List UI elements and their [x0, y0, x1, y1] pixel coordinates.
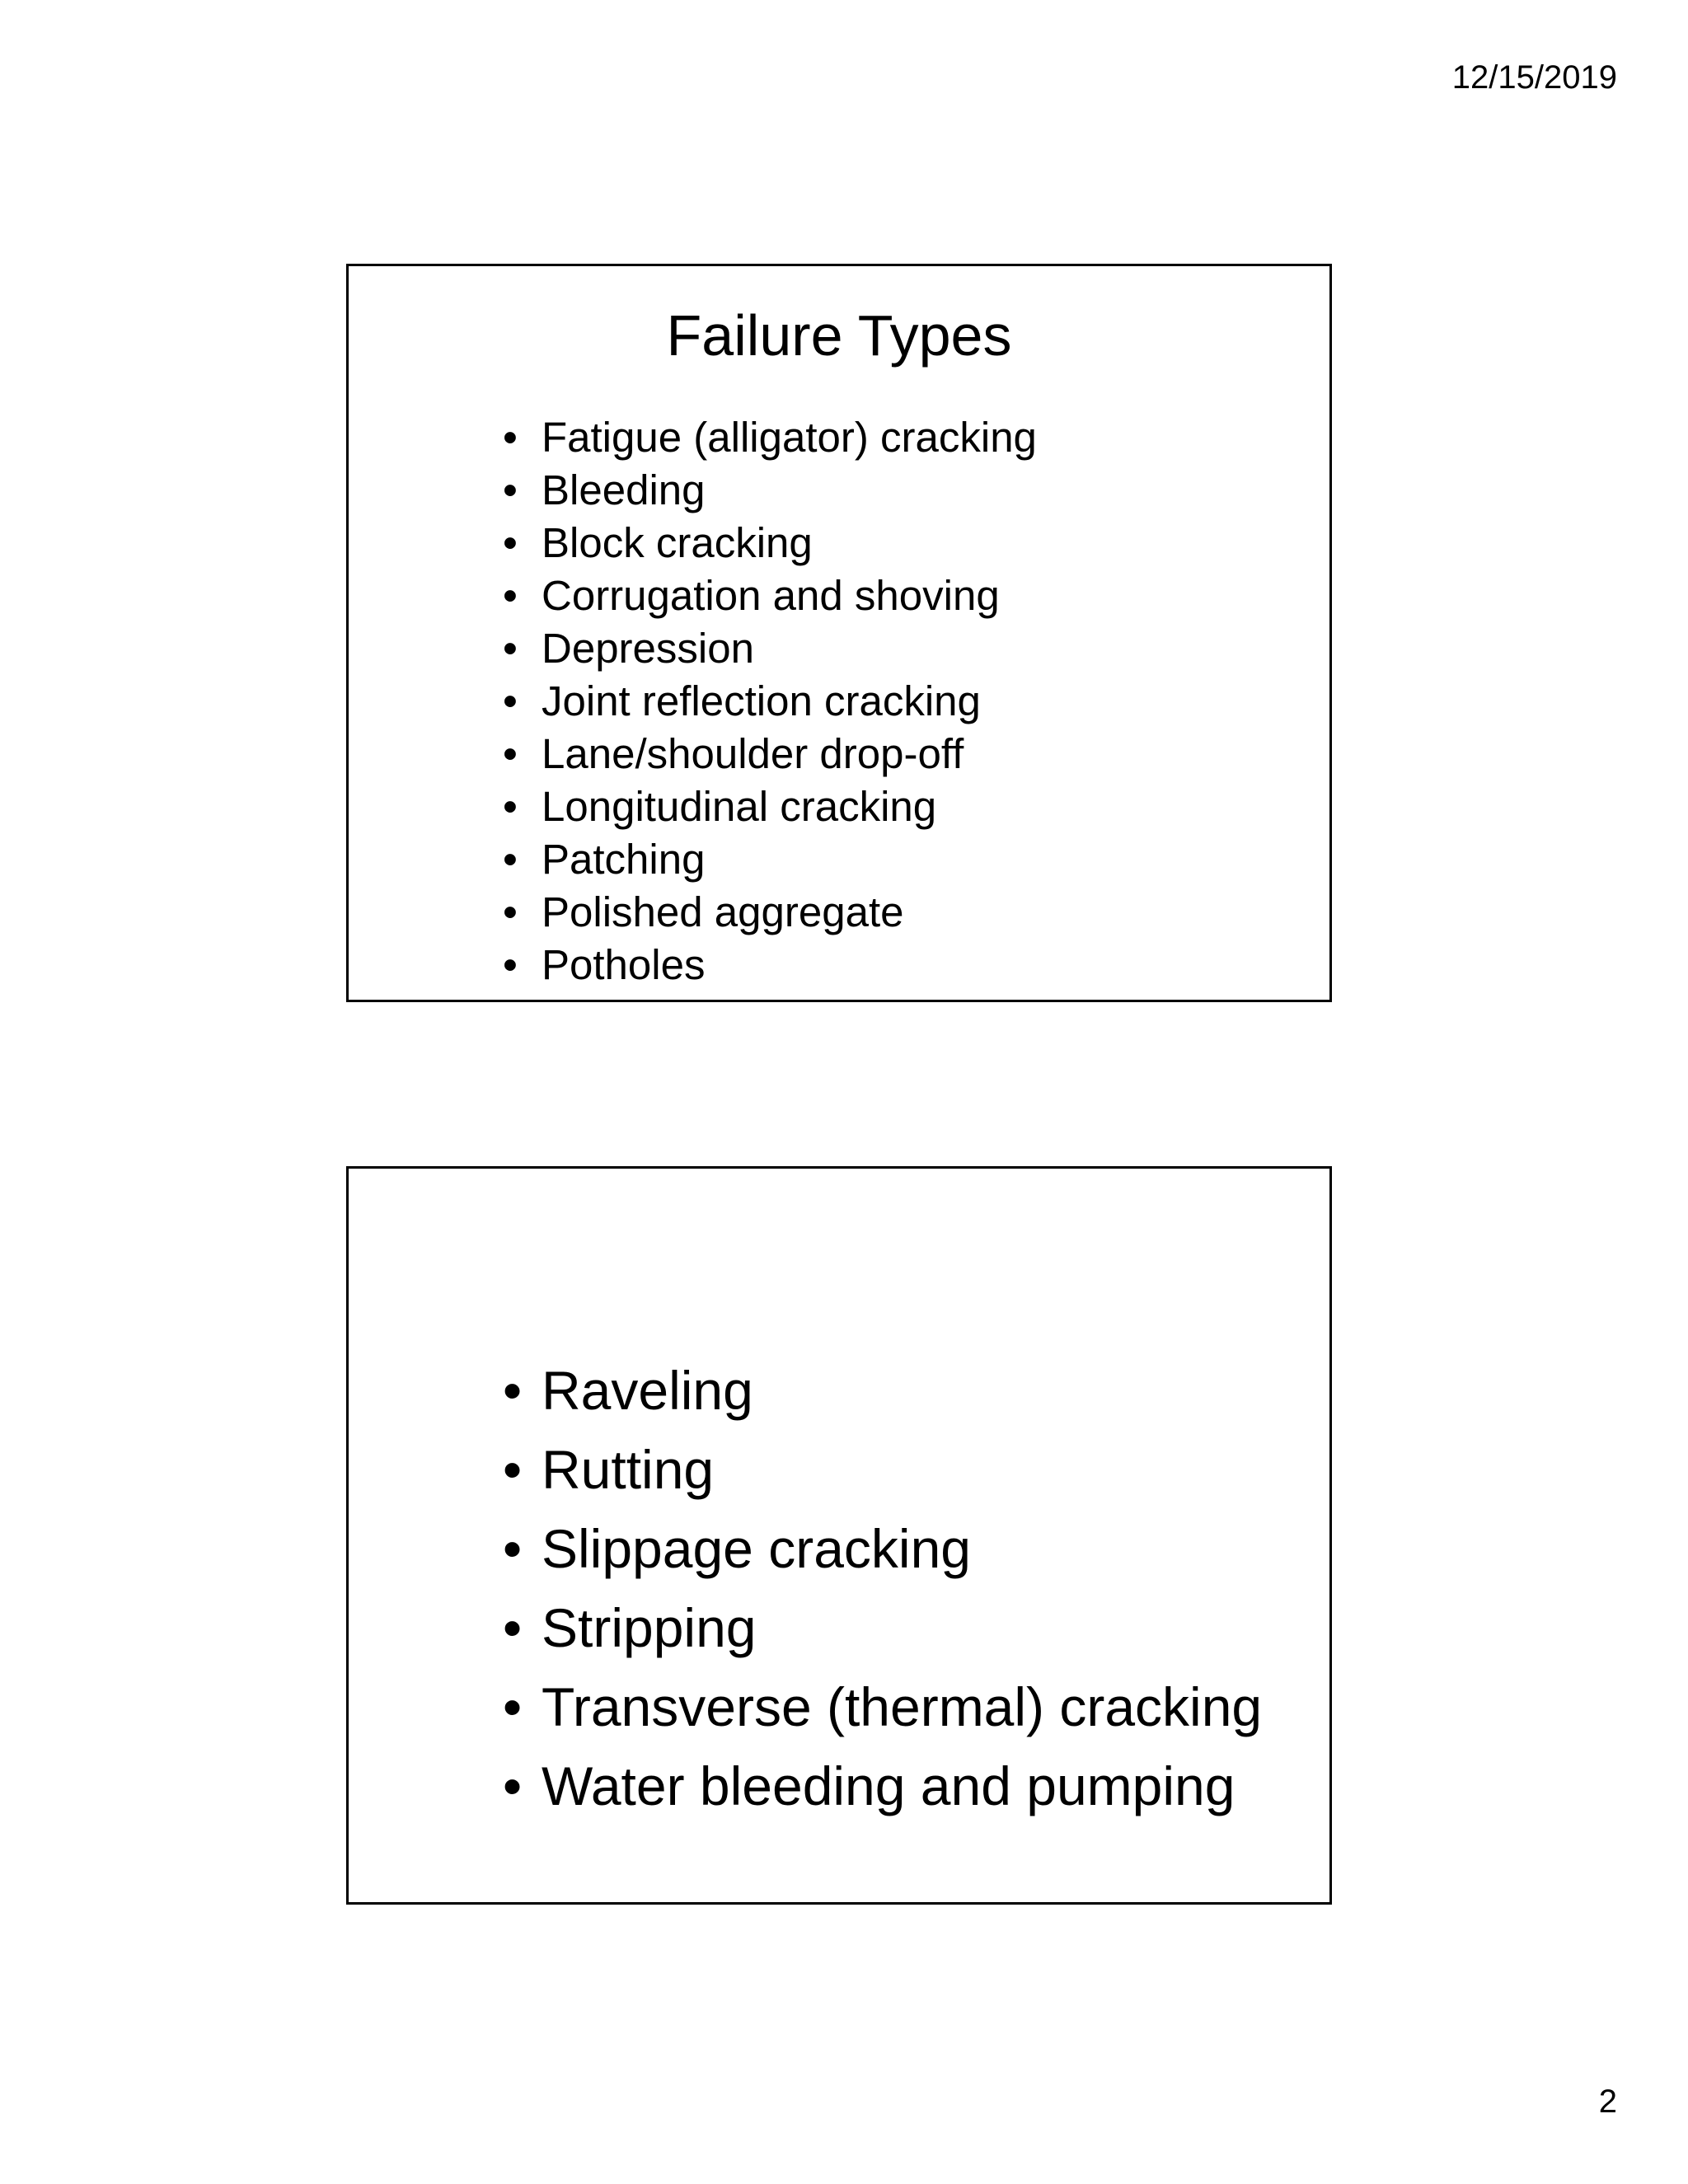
bullet-icon: •: [503, 1597, 523, 1658]
list-item: [503, 1430, 1262, 1509]
slide-title: Failure Types: [666, 303, 1012, 368]
bullet-icon: •: [503, 677, 518, 724]
bullet-icon: •: [503, 1676, 523, 1737]
list-item-text: Joint reflection cracking: [542, 677, 981, 724]
bullet-icon: •: [503, 730, 518, 777]
list-item: [503, 1667, 1262, 1746]
list-item: [503, 1509, 1262, 1588]
list-item-text: Block cracking: [542, 519, 813, 566]
bullet-icon: •: [503, 414, 518, 461]
list-item-text: Lane/shoulder drop-off: [542, 730, 964, 777]
page-date: 12/15/2019: [1451, 59, 1617, 96]
bullet-icon: •: [503, 1439, 523, 1500]
list-item: [503, 728, 1037, 780]
list-item: [503, 886, 1037, 939]
bullet-icon: •: [503, 572, 518, 619]
list-item-text: Stripping: [542, 1597, 757, 1658]
list-item: [503, 1351, 1262, 1430]
list-item: [503, 939, 1037, 991]
list-item: [503, 464, 1037, 517]
list-item: [503, 833, 1037, 886]
bullet-icon: •: [503, 836, 518, 883]
list-item-text: Raveling: [542, 1360, 753, 1421]
bullet-list: [503, 1351, 1262, 1825]
bullet-list: [503, 411, 1037, 991]
list-item-text: Slippage cracking: [542, 1518, 971, 1579]
list-item: [503, 1746, 1262, 1825]
list-item-text: Water bleeding and pumping: [542, 1755, 1236, 1816]
list-item-text: Bleeding: [542, 466, 706, 513]
list-item-text: Potholes: [542, 941, 706, 988]
bullet-icon: •: [503, 888, 518, 935]
list-item: [503, 622, 1037, 675]
list-item: [503, 780, 1037, 833]
page-number: 2: [1598, 2083, 1617, 2120]
list-item: [503, 411, 1037, 464]
list-item-text: Rutting: [542, 1439, 715, 1500]
list-item: [503, 517, 1037, 569]
bullet-icon: •: [503, 783, 518, 830]
slide-thumbnail-2: [346, 1166, 1332, 1905]
bullet-icon: •: [503, 625, 518, 672]
bullet-icon: •: [503, 519, 518, 566]
bullet-icon: •: [503, 1755, 523, 1816]
list-item-text: Fatigue (alligator) cracking: [542, 414, 1037, 461]
bullet-icon: •: [503, 941, 518, 988]
list-item-text: Corrugation and shoving: [542, 572, 1000, 619]
list-item-text: Transverse (thermal) cracking: [542, 1676, 1263, 1737]
list-item: [503, 569, 1037, 622]
list-item-text: Patching: [542, 836, 706, 883]
bullet-icon: •: [503, 1518, 523, 1579]
bullet-icon: •: [503, 466, 518, 513]
list-item-text: Depression: [542, 625, 754, 672]
list-item-text: Longitudinal cracking: [542, 783, 937, 830]
slide-thumbnail-1: [346, 264, 1332, 1002]
list-item-text: Polished aggregate: [542, 888, 904, 935]
list-item: [503, 675, 1037, 728]
list-item: [503, 1588, 1262, 1667]
bullet-icon: •: [503, 1360, 523, 1421]
